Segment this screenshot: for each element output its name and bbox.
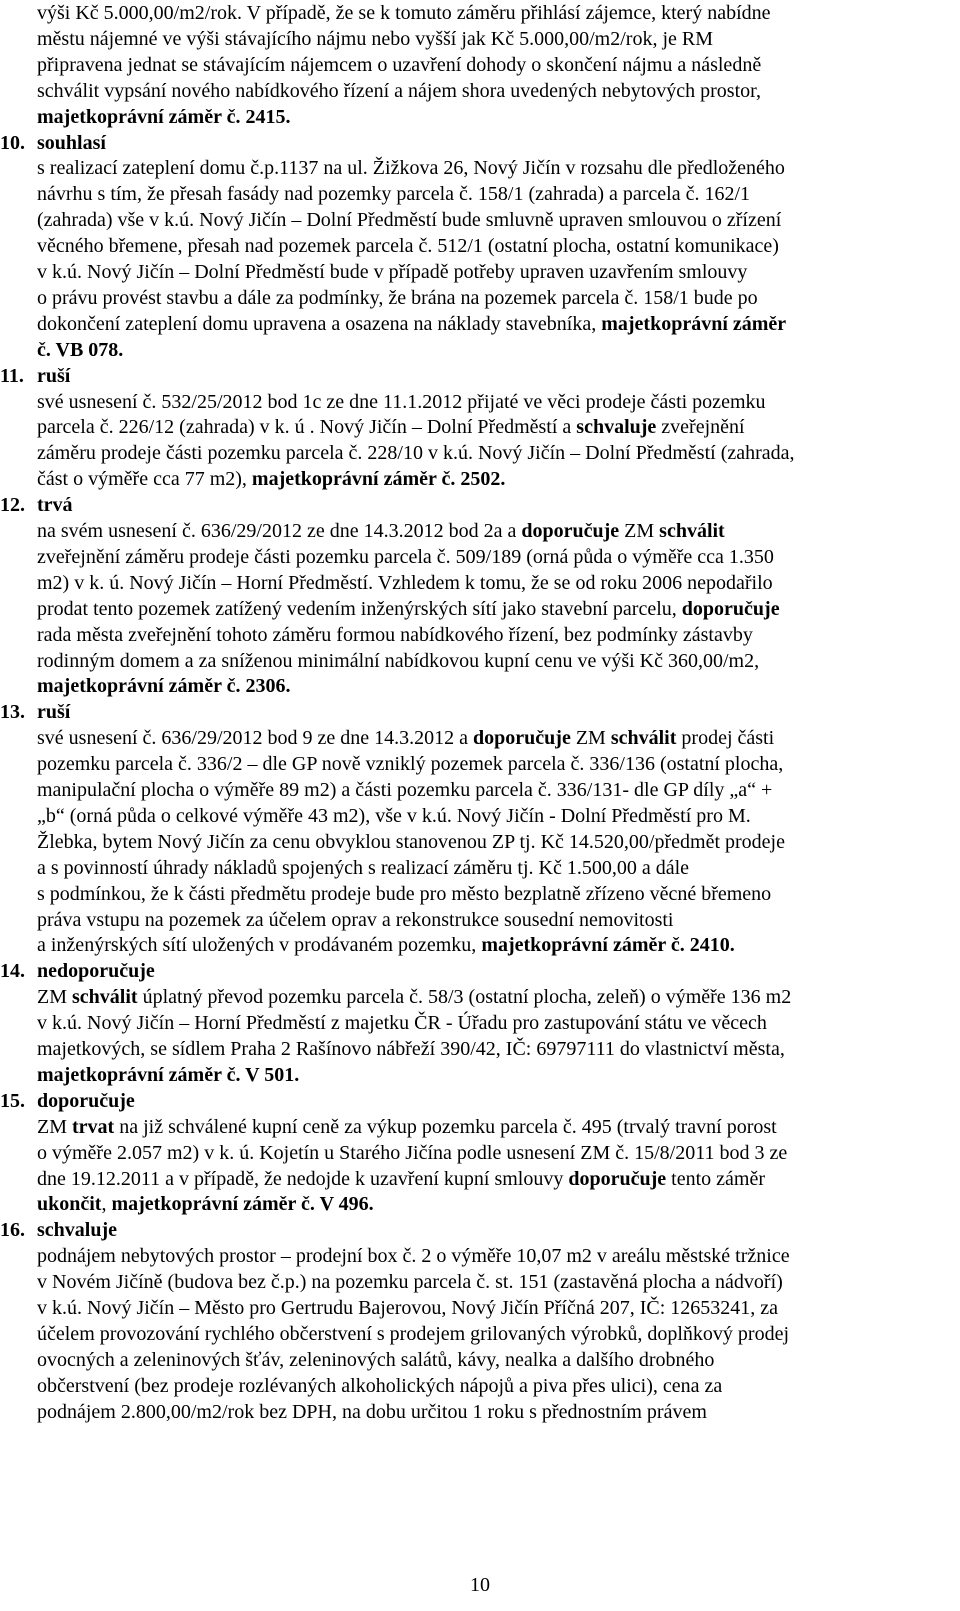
item-number: 14. <box>0 960 25 983</box>
bold-text: schválit <box>610 727 677 750</box>
bold-text: majetkoprávní záměr č. V 496. <box>111 1193 374 1216</box>
text-segment: v Novém Jičíně (budova bez č.p.) na pozemku parcela č. st. 151 (zastavěná plocha a nádvoří) <box>37 1271 783 1294</box>
text-segment: s podmínkou, že k části předmětu prodeje bude pro město bezplatně zřízeno věcné břemeno <box>37 882 772 905</box>
item-number: 11. <box>0 364 24 387</box>
item-number: 12. <box>0 494 25 517</box>
item-number: 16. <box>0 1219 25 1242</box>
text-segment: a inženýrských sítí uložených v prodávaném pozemku, <box>37 934 482 957</box>
bold-text: majetkoprávní záměr č. V 501. <box>37 1063 300 1086</box>
item-heading <box>0 958 927 984</box>
item-number: 10. <box>0 131 25 154</box>
text-segment: „b“ (orná půda o celkové výměře 43 m2), vše v k.ú. Nový Jičín - Dolní Předměstí pro M. <box>37 804 751 827</box>
item-verb: trvá <box>37 494 73 517</box>
item-line <box>37 648 927 674</box>
text-segment: schválit vypsání nového nabídkového řízení a nájem shora uvedených nebytových prostor, <box>37 79 762 102</box>
bold-text: majetkoprávní záměr <box>601 312 787 335</box>
page-number: 10 <box>470 1574 490 1596</box>
item-line <box>37 596 927 622</box>
item-line <box>37 1191 927 1217</box>
text-segment: (zahrada) vše v k.ú. Nový Jičín – Dolní Předměstí bude smluvně upraven smlouvou o zřízení <box>37 209 782 232</box>
text-segment: dne 19.12.2011 a v případě, že nedojde k uzavření kupní smlouvy <box>37 1167 569 1190</box>
item-line <box>37 1373 927 1399</box>
bold-text: schválit <box>72 986 138 1009</box>
text-segment: pozemku parcela č. 336/2 – dle GP nově vzniklý pozemek parcela č. 336/136 (ostatní plocha, <box>37 753 784 776</box>
item-line <box>37 777 927 803</box>
item-verb: ruší <box>37 701 71 724</box>
bold-text: majetkoprávní záměr č. 2502. <box>251 468 506 491</box>
item-line <box>37 337 927 363</box>
item-line <box>37 570 927 596</box>
item-line <box>37 1140 927 1166</box>
bold-text: č. VB 078. <box>37 338 124 361</box>
item-line <box>37 1062 927 1088</box>
item-verb: doporučuje <box>37 1089 135 1112</box>
item-line <box>37 622 927 648</box>
intro-line <box>37 26 927 52</box>
text-segment: občerstvení (bez prodeje rozlévaných alkoholických nápojů a piva přes ulici), cena za <box>37 1374 723 1397</box>
bold-text: majetkoprávní záměr č. 2410. <box>481 934 735 957</box>
item-line <box>37 233 927 259</box>
item-number: 13. <box>0 701 25 724</box>
item-line <box>37 1399 927 1425</box>
item-heading <box>0 1217 927 1243</box>
item-line <box>37 311 927 337</box>
item-number: 15. <box>0 1089 25 1112</box>
text-segment: ZM <box>37 1115 72 1138</box>
intro-line <box>37 52 927 78</box>
item-verb: nedoporučuje <box>37 960 155 983</box>
item-line <box>37 881 927 907</box>
text-segment: o výměře 2.057 m2) v k. ú. Kojetín u Starého Jičína podle usnesení ZM č. 15/8/2011 bod 3 ze <box>37 1141 788 1164</box>
text-segment: majetkových, se sídlem Praha 2 Rašínovo nábřeží 390/42, IČ: 69797111 do vlastnictví města, <box>37 1038 785 1060</box>
text-segment: tento záměr <box>666 1167 765 1190</box>
item-line <box>37 155 927 181</box>
bold-text: doporučuje <box>473 727 571 750</box>
text-segment: prodej části <box>676 727 775 750</box>
item-line <box>37 984 927 1010</box>
text-segment: s realizací zateplení domu č.p.1137 na ul. Žižkova 26, Nový Jičín v rozsahu dle předloženého <box>37 157 785 180</box>
text-segment: rada města zveřejnění tohoto záměru formou nabídkového řízení, bez podmínky zástavby <box>37 623 753 646</box>
bold-text: majetkoprávní záměr č. 2306. <box>37 675 291 698</box>
item-verb: schvaluje <box>37 1219 117 1242</box>
item-line <box>37 1269 927 1295</box>
text-segment: podnájem nebytových prostor – prodejní box č. 2 o výměře 10,07 m2 v areálu městské tržnice <box>37 1245 790 1268</box>
item-line <box>37 907 927 933</box>
text-segment: , <box>101 1193 112 1216</box>
item-line <box>37 181 927 207</box>
item-line <box>37 803 927 829</box>
text-segment: ZM <box>37 986 72 1009</box>
intro-line <box>37 78 927 104</box>
item-line <box>37 544 927 570</box>
bold-text: schválit <box>659 520 725 542</box>
text-segment: práva vstupu na pozemek za účelem oprav a rekonstrukce sousední nemovitosti <box>37 908 674 931</box>
item-heading <box>0 1088 927 1114</box>
intro-line <box>37 0 927 26</box>
item-line <box>37 440 927 466</box>
text-segment: m2) v k. ú. Nový Jičín – Horní Předměstí. Vzhledem k tomu, že se od roku 2006 nepodařilo <box>37 571 773 594</box>
text-segment: v k.ú. Nový Jičín – Dolní Předměstí bude v případě potřeby upraven uzavřením smlouvy <box>37 261 748 283</box>
item-heading <box>0 130 927 156</box>
text-segment: podnájem 2.800,00/m2/rok bez DPH, na dobu určitou 1 roku s přednostním právem <box>37 1400 707 1423</box>
item-line <box>37 829 927 855</box>
item-line <box>37 1114 927 1140</box>
text-segment: zveřejnění záměru prodeje části pozemku parcela č. 509/189 (orná půda o výměře cca 1.350 <box>37 545 774 568</box>
item-heading <box>0 363 927 389</box>
text-segment: městu nájemné ve výši stávajícího nájmu nebo vyšší jak Kč 5.000,00/m2/rok, je RM <box>37 27 714 50</box>
intro-line <box>37 104 927 130</box>
bold-text: ukončit <box>37 1193 102 1216</box>
text-segment: své usnesení č. 532/25/2012 bod 1c ze dne 11.1.2012 přijaté ve věci prodeje části pozemku <box>37 390 766 413</box>
text-segment: v k.ú. Nový Jičín – Horní Předměstí z majetku ČR - Úřadu pro zastupování státu ve věcech <box>37 1012 767 1035</box>
text-segment: na svém usnesení č. 636/29/2012 ze dne 14.3.2012 bod 2a a <box>37 520 522 542</box>
item-line <box>37 855 927 881</box>
item-line <box>37 1010 927 1036</box>
item-line <box>37 259 927 285</box>
item-line <box>37 751 927 777</box>
text-segment: v k.ú. Nový Jičín – Město pro Gertrudu Bajerovou, Nový Jičín Příčná 207, IČ: 12653241, za <box>37 1297 779 1319</box>
text-segment: parcela č. 226/12 (zahrada) v k. ú . Nový Jičín – Dolní Předměstí a <box>37 416 577 439</box>
text-segment: věcného břemene, přesah nad pozemek parcela č. 512/1 (ostatní plocha, ostatní komunikace) <box>37 235 779 258</box>
text-segment: a s povinností úhrady nákladů spojených s realizací záměru tj. Kč 1.500,00 a dále <box>37 856 690 879</box>
item-line <box>37 673 927 699</box>
item-verb: souhlasí <box>37 131 106 154</box>
bold-text: doporučuje <box>568 1167 667 1190</box>
item-line <box>37 1347 927 1373</box>
text-segment: o právu provést stavbu a dále za podmínky, že brána na pozemek parcela č. 158/1 bude po <box>37 286 758 309</box>
bold-text: schvaluje <box>576 416 657 439</box>
text-segment: manipulační plocha o výměře 89 m2) a části pozemku parcela č. 336/131- dle GP díly „a“ + <box>37 779 773 801</box>
item-line <box>37 389 927 415</box>
bold-text: doporučuje <box>521 520 620 542</box>
item-line <box>37 932 927 958</box>
text-segment: ovocných a zeleninových šťáv, zeleninových salátů, kávy, nealka a dalšího drobného <box>37 1348 715 1371</box>
text-segment: připravena jednat se stávajícím nájemcem o uzavření dohody o skončení nájmu a následně <box>37 53 762 76</box>
text-segment: zveřejnění <box>656 416 745 439</box>
text-segment: účelem provozování rychlého občerstvení s prodejem grilovaných výrobků, doplňkový prodej <box>37 1322 790 1345</box>
text-segment: své usnesení č. 636/29/2012 bod 9 ze dne 14.3.2012 a <box>37 727 474 750</box>
item-line <box>37 207 927 233</box>
bold-text: majetkoprávní záměr č. 2415. <box>37 105 291 128</box>
text-segment: výši Kč 5.000,00/m2/rok. V případě, že se k tomuto záměru přihlásí zájemce, který nabídne <box>37 2 771 24</box>
text-segment: ZM <box>619 520 660 542</box>
text-segment: ZM <box>570 727 611 750</box>
item-line <box>37 1243 927 1269</box>
text-segment: dokončení zateplení domu upravena a osazena na náklady stavebníka, <box>37 312 602 335</box>
text-segment: rodinným domem a za sníženou minimální nabídkovou kupní cenu ve výši Kč 360,00/m2, <box>37 649 760 672</box>
item-heading <box>0 699 927 725</box>
item-line <box>37 725 927 751</box>
item-line <box>37 285 927 311</box>
text-segment: prodat tento pozemek zatížený vedením inženýrských sítí jako stavební parcelu, <box>37 597 682 620</box>
text-segment: část o výměře cca 77 m2), <box>37 468 252 491</box>
item-line <box>37 1295 927 1321</box>
item-line <box>37 414 927 440</box>
item-line <box>37 518 927 544</box>
item-line <box>37 1166 927 1192</box>
item-line <box>37 466 927 492</box>
text-segment: návrhu s tím, že přesah fasády nad pozemky parcela č. 158/1 (zahrada) a parcela č. 162/1 <box>37 183 751 206</box>
item-heading <box>0 492 927 518</box>
item-verb: ruší <box>37 364 71 387</box>
text-segment: úplatný převod pozemku parcela č. 58/3 (ostatní plocha, zeleň) o výměře 136 m2 <box>137 986 792 1009</box>
item-line <box>37 1321 927 1347</box>
bold-text: trvat <box>72 1115 115 1138</box>
bold-text: doporučuje <box>681 597 780 620</box>
text-segment: na již schválené kupní ceně za výkup pozemku parcela č. 495 (trvalý travní porost <box>114 1115 777 1138</box>
text-segment: Žlebka, bytem Nový Jičín za cenu obvyklou stanovenou ZP tj. Kč 14.520,00/předmět prodeje <box>37 830 785 853</box>
item-line <box>37 1036 927 1062</box>
text-segment: záměru prodeje části pozemku parcela č. 228/10 v k.ú. Nový Jičín – Dolní Předměstí (zahrada, <box>37 442 795 465</box>
